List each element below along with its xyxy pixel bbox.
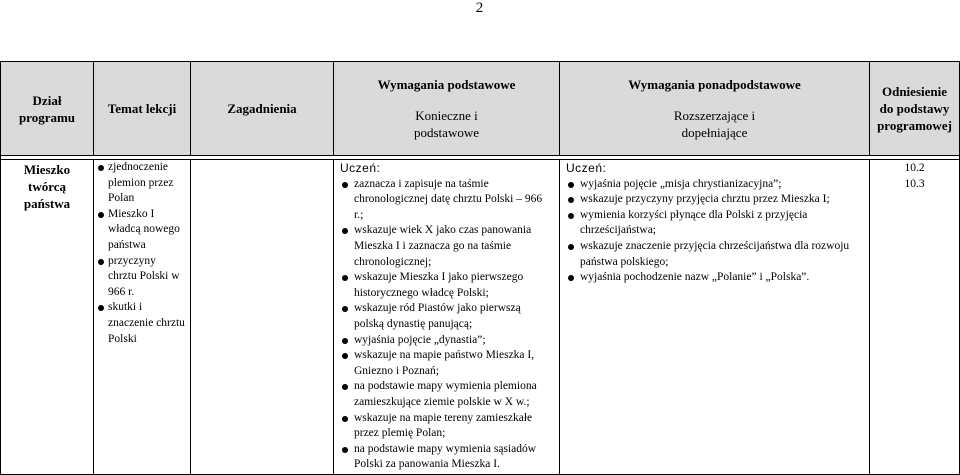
odniesienie-item: 10.2: [904, 162, 925, 174]
list-item: wyjaśnia pojęcie „misja chrystianizacyjna”;: [566, 177, 863, 193]
dzial-cell: Mieszko twórcą państwa: [1, 160, 94, 475]
header-dzial: Dział programu: [1, 62, 94, 156]
list-item: na podstawie mapy wymienia plemiona zamieszkujące ziemie polskie w X w.;: [340, 379, 553, 410]
list-item: wyjaśnia pojęcie „dynastia”;: [340, 333, 553, 349]
header-wymagania-ponadpodstawowe-title: Wymagania ponadpodstawowe: [628, 77, 801, 92]
ponadpodstawowe-cell: [560, 160, 870, 475]
page-number: 2: [475, 0, 484, 16]
temat-cell: [94, 160, 191, 475]
ponadpodstawowe-list: [566, 177, 863, 286]
table-row: [1, 160, 960, 475]
zagadnienia-list: [98, 160, 186, 347]
list-item: Mieszko I władcą nowego państwa: [98, 207, 186, 254]
list-item: zaznacza i zapisuje na taśmie chronologicznej datę chrztu Polski – 966 r.;: [340, 177, 553, 224]
uczen-label-2: Uczeń:: [566, 161, 607, 175]
odniesienie-cell: [870, 160, 960, 475]
list-item: wyjaśnia pochodzenie nazw „Polanie” i „Polska”.: [566, 270, 863, 286]
header-konieczne: Konieczne i podstawowe: [414, 108, 479, 140]
header-temat: Temat lekcji: [94, 62, 191, 156]
header-zagadnienia: Zagadnienia: [191, 62, 334, 156]
curriculum-table: [0, 61, 960, 475]
list-item: wskazuje na mapie państwo Mieszka I, Gniezno i Poznań;: [340, 348, 553, 379]
podstawowe-list: [340, 177, 553, 473]
list-item: skutki i znaczenie chrztu Polski: [98, 300, 186, 347]
list-item: wskazuje przyczyny przyjęcia chrztu przez Mieszka I;: [566, 192, 863, 208]
list-item: wskazuje ród Piastów jako pierwszą polską dynastię panującą;: [340, 301, 553, 332]
zagadnienia-cell: [191, 160, 334, 475]
uczen-label: Uczeń:: [340, 161, 381, 175]
header-wymagania-ponadpodstawowe: [560, 62, 870, 156]
list-item: na podstawie mapy wymienia sąsiadów Polski za panowania Mieszka I.: [340, 442, 553, 473]
header-wymagania-podstawowe-title: Wymagania podstawowe: [377, 77, 516, 92]
list-item: wskazuje wiek X jako czas panowania Mieszka I i zaznacza go na taśmie chronologicznej;: [340, 223, 553, 270]
list-item: wskazuje na mapie tereny zamieszkałe przez plemię Polan;: [340, 411, 553, 442]
list-item: wskazuje znaczenie przyjęcia chrześcijaństwa dla rozwoju państwa polskiego;: [566, 239, 863, 270]
header-rozszerzajace: Rozszerzające i dopełniające: [673, 108, 756, 140]
podstawowe-cell: [334, 160, 560, 475]
list-item: wskazuje Mieszka I jako pierwszego historycznego władcę Polski;: [340, 270, 553, 301]
header-odniesienie: Odniesienie do podstawy programowej: [870, 62, 960, 156]
list-item: zjednoczenie plemion przez Polan: [98, 160, 186, 207]
header-wymagania-podstawowe: [334, 62, 560, 156]
list-item: przyczyny chrztu Polski w 966 r.: [98, 254, 186, 301]
list-item: wymienia korzyści płynące dla Polski z przyjęcia chrześcijaństwa;: [566, 208, 863, 239]
odniesienie-item: 10.3: [904, 177, 925, 190]
